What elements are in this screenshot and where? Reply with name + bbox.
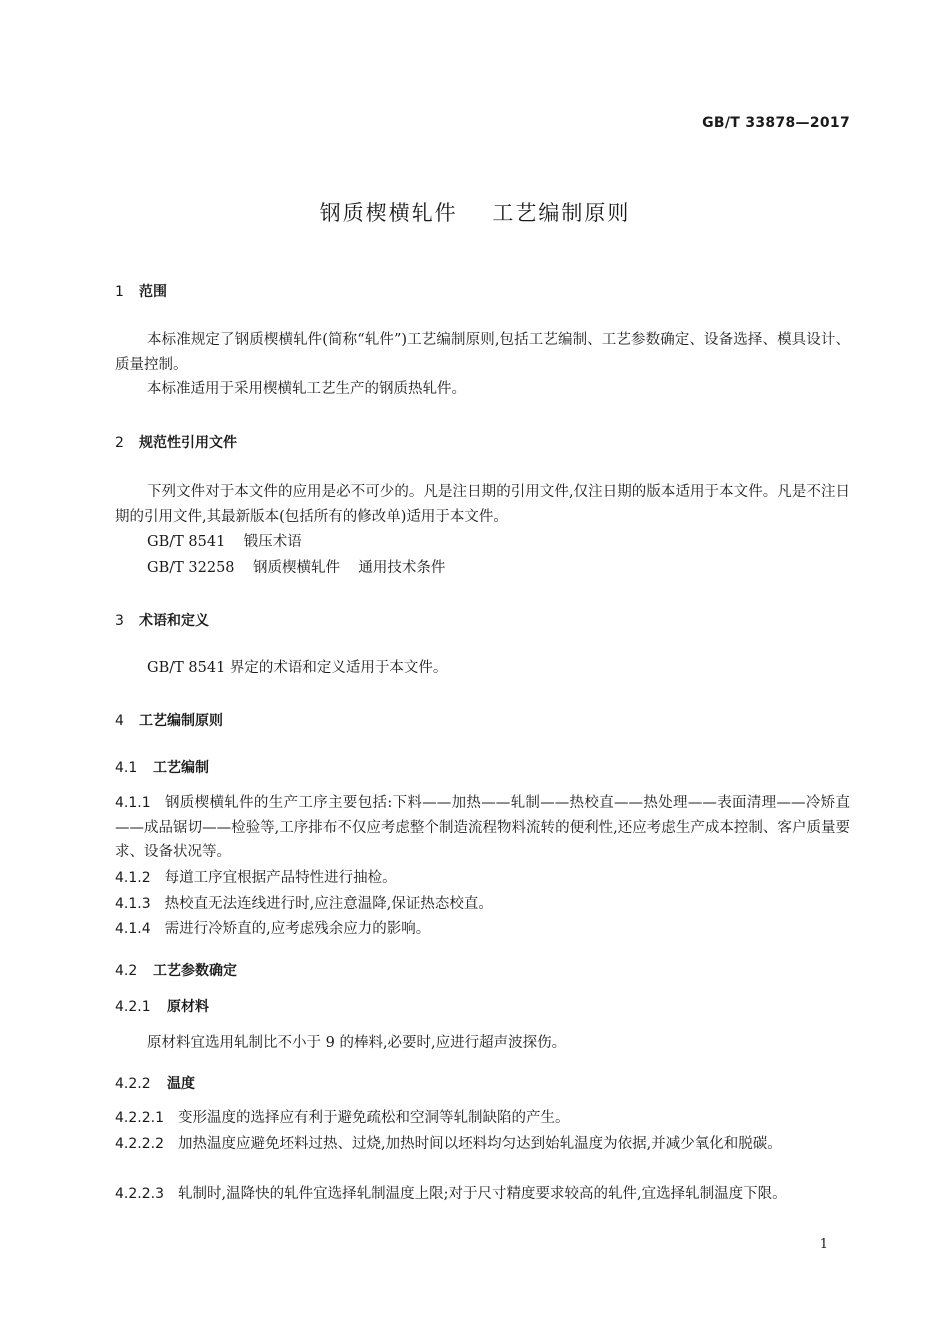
section-title: 工艺编制原则	[139, 713, 223, 729]
clause-number: 4.1.2	[115, 870, 151, 886]
clause-4-1-3	[115, 892, 850, 917]
paragraph: 本标准规定了钢质楔横轧件(简称“轧件”)工艺编制原则,包括工艺编制、工艺参数确定、设备选择、模具设计、质量控制。	[115, 332, 850, 373]
section-title: 工艺参数确定	[153, 963, 237, 979]
subsection-heading-4-1	[115, 757, 209, 777]
section-number: 4.2.2	[115, 1076, 151, 1092]
section-number: 2	[115, 435, 124, 451]
clause-4-2-2-2	[115, 1132, 850, 1157]
clause-4-1-4	[115, 917, 850, 942]
normative-reference: GB/T 32258 钢质楔横轧件 通用技术条件	[147, 560, 446, 576]
clause-text: 每道工序宜根据产品特性进行抽检。	[164, 870, 397, 886]
section-heading-4	[115, 710, 223, 730]
standard-code: GB/T 33878—2017	[702, 115, 850, 131]
clause-number: 4.1.3	[115, 896, 151, 912]
section-number: 1	[115, 284, 124, 300]
section-number: 4	[115, 713, 124, 729]
subsection-heading-4-2	[115, 960, 237, 980]
section-heading-2	[115, 432, 237, 452]
section-title: 工艺编制	[153, 760, 209, 776]
section-title: 规范性引用文件	[139, 435, 237, 451]
clause-text: 变形温度的选择应有利于避免疏松和空洞等轧制缺陷的产生。	[177, 1110, 570, 1126]
clause-text: 热校直无法连线进行时,应注意温降,保证热态校直。	[164, 896, 493, 912]
subsection-heading-4-2-2	[115, 1073, 195, 1093]
subsection-heading-4-2-1	[115, 996, 209, 1016]
normative-reference: GB/T 8541 锻压术语	[147, 534, 302, 550]
clause-4-2-2-3	[115, 1182, 850, 1207]
section-title: 范围	[139, 284, 167, 300]
document-title: 钢质楔横轧件 工艺编制原则	[319, 201, 631, 225]
section-number: 4.1	[115, 760, 138, 776]
clause-number: 4.2.2.2	[115, 1136, 164, 1152]
clause-4-1-2	[115, 866, 850, 891]
page-number: 1	[819, 1237, 828, 1252]
paragraph: 下列文件对于本文件的应用是必不可少的。凡是注日期的引用文件,仅注日期的版本适用于本文件。凡是不注日期的引用文件,其最新版本(包括所有的修改单)适用于本文件。	[115, 484, 850, 525]
clause-number: 4.2.2.1	[115, 1110, 164, 1126]
section-heading-1	[115, 281, 167, 301]
clause-number: 4.2.2.3	[115, 1186, 164, 1202]
paragraph: 本标准适用于采用楔横轧工艺生产的钢质热轧件。	[147, 381, 466, 397]
clause-number: 4.1.1	[115, 795, 151, 811]
section-heading-3	[115, 610, 209, 630]
section-number: 4.2	[115, 963, 138, 979]
section-title: 原材料	[167, 999, 209, 1015]
paragraph: 原材料宜选用轧制比不小于 9 的棒料,必要时,应进行超声波探伤。	[147, 1035, 567, 1051]
clause-text: 需进行冷矫直的,应考虑残余应力的影响。	[164, 921, 431, 937]
clause-text: 钢质楔横轧件的生产工序主要包括:下料——加热——轧制——热校直——热处理——表面清理——冷矫直——成品锯切——检验等,工序排布不仅应考虑整个制造流程物料流转的便利性,还应考虑生产成本控制、客户质量要求、设备状况等。	[115, 795, 850, 860]
section-number: 4.2.1	[115, 999, 151, 1015]
paragraph: GB/T 8541 界定的术语和定义适用于本文件。	[147, 660, 448, 676]
clause-text: 加热温度应避免坯料过热、过烧,加热时间以坯料均匀达到始轧温度为依据,并减少氧化和脱碳。	[177, 1136, 782, 1152]
section-title: 术语和定义	[139, 613, 209, 629]
section-title: 温度	[167, 1076, 195, 1092]
clause-4-2-2-1	[115, 1106, 850, 1131]
clause-text: 轧制时,温降快的轧件宜选择轧制温度上限;对于尺寸精度要求较高的轧件,宜选择轧制温度下限。	[177, 1186, 787, 1202]
clause-number: 4.1.4	[115, 921, 151, 937]
section-number: 3	[115, 613, 124, 629]
clause-4-1-1	[115, 791, 850, 865]
